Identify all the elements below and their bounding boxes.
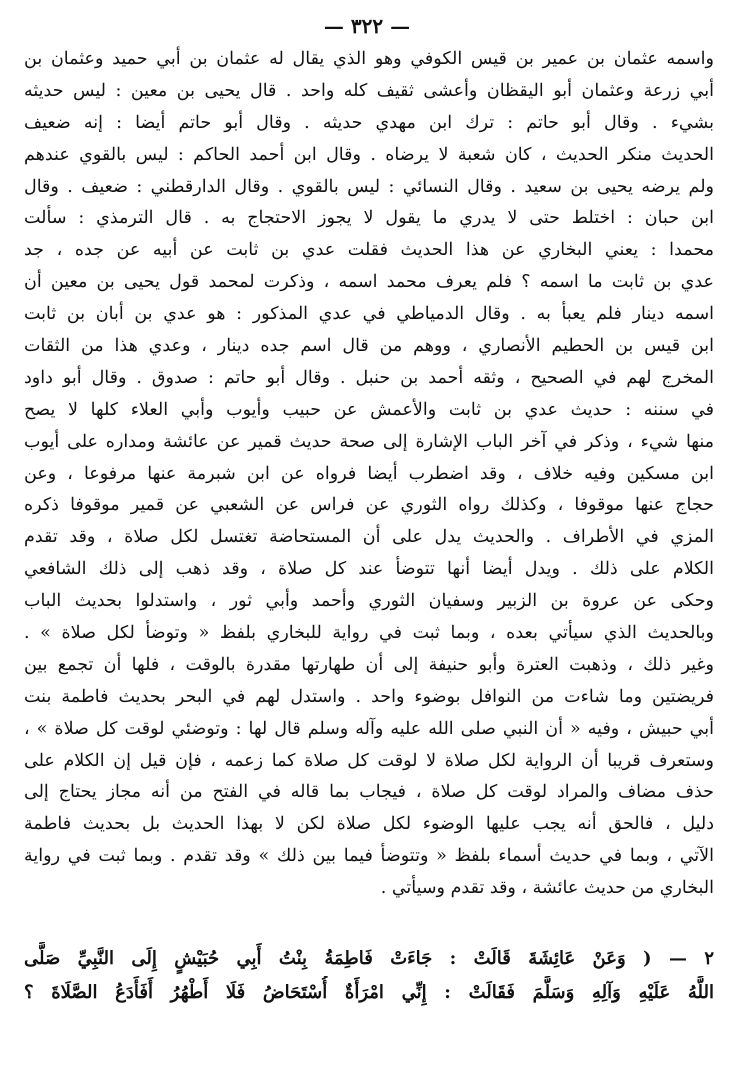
text-line: منها شيء ، وذكر في آخر الباب الإشارة إلى صحة حديث قمير عن عائشة ومداره على أيوب: [24, 431, 714, 452]
text-line: أبي حبيش ، وفيه « أن النبي صلى الله عليه وآله وسلم قال لها : وتوضئي لوقت كل صلاة » ،: [24, 718, 714, 739]
text-line: فريضتين وما شاءت من النوافل بوضوء واحد . واستدل لهم في البحر بحديث فاطمة بنت: [24, 686, 714, 707]
text-line: ولم يرضه يحيى بن سعيد . وقال النسائي : ليس بالقوي . وقال الدارقطني : ضعيف . وقال: [24, 176, 714, 197]
text-line: اسمه دينار فلم يعبأ به . وقال الدمياطي في عدي المذكور : هو عدي بن أبان بن ثابت: [24, 304, 714, 325]
text-line: ابن حبان : اختلط حتى لا يدري ما يقول لا يجوز الاحتجاج به . قال الترمذي : سألت: [24, 208, 714, 229]
text-line: وستعرف قريبا أن الرواية لكل صلاة لا لوقت كل صلاة كما زعمه ، فإن قيل إن الكلام على: [24, 750, 714, 771]
text-line: بشيء . وقال أبو حاتم : ترك ابن مهدي حديثه . وقال أبو حاتم أيضا : إنه ضعيف: [24, 112, 714, 133]
text-line: المخرج لهم في الصحيح ، وثقه أحمد بن حنبل . وقال أبو حاتم : صدوق . وقال أبو داود: [24, 367, 714, 388]
hadith-line: اللَّهُ عَلَيْهِ وَآلِهِ وَسَلَّمَ فَقَالَتْ : إِنِّي امْرَأَةٌ أُسْتَحَاضُ فَلَا أَطْهُرُ أَفَأَدَعُ الصَّلَاةَ ؟: [24, 982, 714, 1003]
text-line: واسمه عثمان بن عمير بن قيس الكوفي وهو الذي يقال له عثمان بن أبي حميد وعثمان بن: [24, 49, 714, 69]
text-line: ابن مسكين وفيه خلاف ، وقد اضطرب أيضا فرواه عن ابن شبرمة عنها مرفوعا ، وعن: [24, 463, 714, 484]
text-line: الآتي ، وبما في حديث أسماء بلفظ « وتتوضأ فيما بين ذلك » وقد تقدم . وبما ثبت في رواية: [24, 846, 714, 867]
text-line: أبي زرعة وعثمان أبو اليقظان وأعشى ثقيف كله واحد . قال يحيى بن معين : ليس حديثه: [24, 80, 714, 101]
text-line: الكلام على ذلك . ويدل أيضا أنها تتوضأ عند كل صلاة ، وقد ذهب إلى ذلك الشافعي: [24, 559, 714, 580]
text-line: عدي بن ثابت ما اسمه ؟ فلم يعرف محمد اسمه ، وذكرت لمحمد قول يحيى بن معين أن: [24, 272, 714, 293]
text-line: البخاري من حديث عائشة ، وقد تقدم وسيأتي .: [380, 878, 714, 899]
text-line: حذف مضاف والمراد لوقت كل صلاة ، فيجاب بما قاله في الفتح من أنه مجاز يحتاج إلى: [24, 782, 714, 803]
text-line: المزي في الأطراف . والحديث يدل على أن المستحاضة تغتسل لكل صلاة ، وقد تقدم: [24, 527, 714, 548]
text-line: ابن قيس بن الحطيم الأنصاري ، ووهم من قال اسم جده دينار ، وعدي هذا من الثقات: [24, 336, 714, 357]
text-line: محمدا : يعني البخاري عن هذا الحديث فقلت عدي بن ثابت عن أبيه عن جده ، جد: [24, 240, 714, 261]
hadith-text: [24, 942, 714, 1010]
text-line: دليل ، فالحق أنه يجب عليها الوضوء لكل صلاة لكن لا بهذا الحديث بل بحديث فاطمة: [24, 814, 714, 835]
page-number: — ٣٢٢ —: [323, 14, 411, 38]
text-line: الحديث منكر الحديث ، كان شعبة لا يرضاه . وقال ابن أحمد الحاكم : ليس بالقوي عندهم: [24, 144, 714, 165]
text-line: وبالحديث الذي سيأتي بعده ، وبما ثبت في رواية للبخاري بلفظ « وتوضأ لكل صلاة » .: [24, 623, 714, 644]
hadith-line: ٢ — ( وَعَنْ عَائِشَةَ قَالَتْ : جَاءَتْ فَاطِمَةُ بِنْتُ أَبِي حُبَيْشٍ إِلَى النَّبِيِّ صَلَّى: [24, 948, 714, 969]
text-line: وغير ذلك ، وذهبت العترة وأبو حنيفة إلى أن طهارتها مقدرة بالوقت ، فلها أن تجمع بين: [24, 654, 714, 675]
commentary-text: [24, 44, 714, 905]
text-line: في سننه : حديث عدي بن ثابت والأعمش عن حبيب وأيوب وأبي العلاء كلها لا يصح: [24, 399, 714, 420]
text-line: وحكى عن عروة بن الزبير وسفيان الثوري وأحمد وأبي ثور ، واستدلوا بحديث الباب: [24, 591, 714, 612]
text-line: حجاج عنها موقوفا ، وكذلك رواه الثوري عن فراس عن الشعبي عن قمير موقوفا ذكره: [24, 495, 714, 516]
